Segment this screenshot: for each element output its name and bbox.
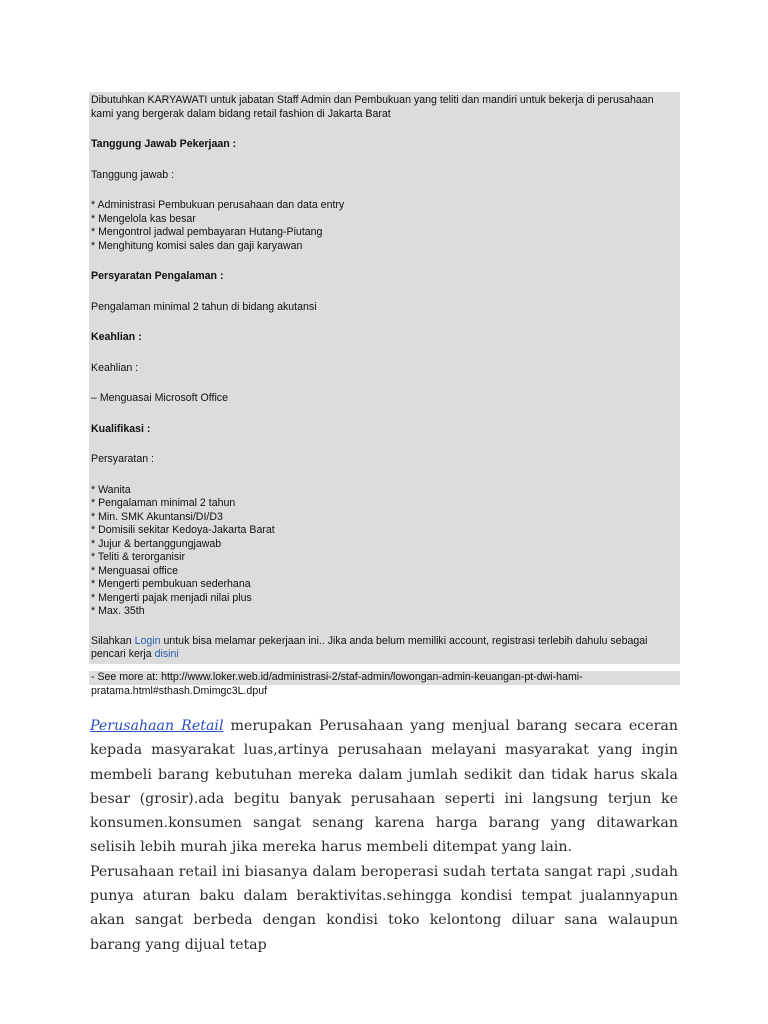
responsibilities-list [91,199,678,253]
responsibilities-heading: Tanggung Jawab Pekerjaan : [91,138,237,150]
skills-heading: Keahlian : [91,331,142,343]
posting-intro: Dibutuhkan KARYAWATI untuk jabatan Staff Admin dan Pembukuan yang teliti dan mandiri untuk bekerja di perusahaan kami yang bergerak dalam bidang retail fashion di Jakarta Barat [91,94,654,120]
list-item: * Jujur & bertanggungjawab [91,537,222,550]
list-item: * Mengelola kas besar [91,212,196,225]
apply-instructions [91,635,678,662]
list-item: * Teliti & terorganisir [91,551,186,563]
list-item: * Menguasai office [91,564,178,577]
apply-text-before: Silahkan [91,634,135,647]
qualifications-heading: Kualifikasi : [91,422,151,435]
retail-company-link[interactable]: Perusahaan Retail [90,718,224,734]
paragraph-1-text: merupakan Perusahaan yang menjual barang secara eceran kepada masyarakat luas,artinya perusahaan melayani masyarakat yang ingin membeli barang kebutuhan mereka dalam jumlah sedikit dan tidak harus skala besar (grosir).ada begitu banyak perusahaan seperti ini langsung terjun ke konsumen.konsumen sangat senang karena harga barang yang ditawarkan selisih lebih murah jika mereka harus membeli ditempat yang lain. [90,718,678,856]
list-item: * Mengerti pembukuan sederhana [91,578,251,590]
experience-heading: Persyaratan Pengalaman : [91,270,224,282]
list-item: * Wanita [91,483,131,496]
list-item: * Menghitung komisi sales dan gaji karyawan [91,239,303,252]
article-body [90,714,678,957]
job-posting-block [89,92,680,664]
list-item: * Min. SMK Akuntansi/DI/D3 [91,510,223,523]
see-more-source [89,671,680,698]
qualifications-list [91,484,678,619]
article-paragraph-2: Perusahaan retail ini biasanya dalam beroperasi sudah tertata sangat rapi ,sudah punya aturan baku dalam beraktivitas.sehingga kondisi tempat jualannyapun akan sangat berbeda dengan kondisi toko kelontong diluar sana walaupun barang yang dijual tetap [90,863,678,953]
skills-text: – Menguasai Microsoft Office [91,392,228,404]
list-item: * Administrasi Pembukuan perusahaan dan data entry [91,199,345,211]
qualifications-label: Persyaratan : [91,453,155,465]
responsibilities-label: Tanggung jawab : [91,168,175,181]
see-more-line-2: pratama.html#sthash.Dmimgc3L.dpuf [91,684,268,697]
list-item: * Max. 35th [91,605,145,617]
apply-text-middle: untuk bisa melamar pekerjaan ini.. Jika anda belum memiliki account, registrasi terlebih dahulu sebagai pencari kerja [91,634,648,660]
article-paragraph-1 [90,714,678,860]
list-item: * Mengontrol jadwal pembayaran Hutang-Piutang [91,226,323,238]
login-link[interactable]: Login [134,634,161,647]
experience-text: Pengalaman minimal 2 tahun di bidang akutansi [91,300,317,313]
list-item: * Mengerti pajak menjadi nilai plus [91,591,252,604]
register-link[interactable]: disini [154,648,179,660]
list-item: * Pengalaman minimal 2 tahun [91,497,236,509]
skills-label: Keahlian : [91,361,139,374]
list-item: * Domisili sekitar Kedoya-Jakarta Barat [91,524,275,536]
see-more-line-1: - See more at: http://www.loker.web.id/administrasi-2/staf-admin/lowongan-admin-keuangan-pt-dwi-hami- [89,671,680,685]
